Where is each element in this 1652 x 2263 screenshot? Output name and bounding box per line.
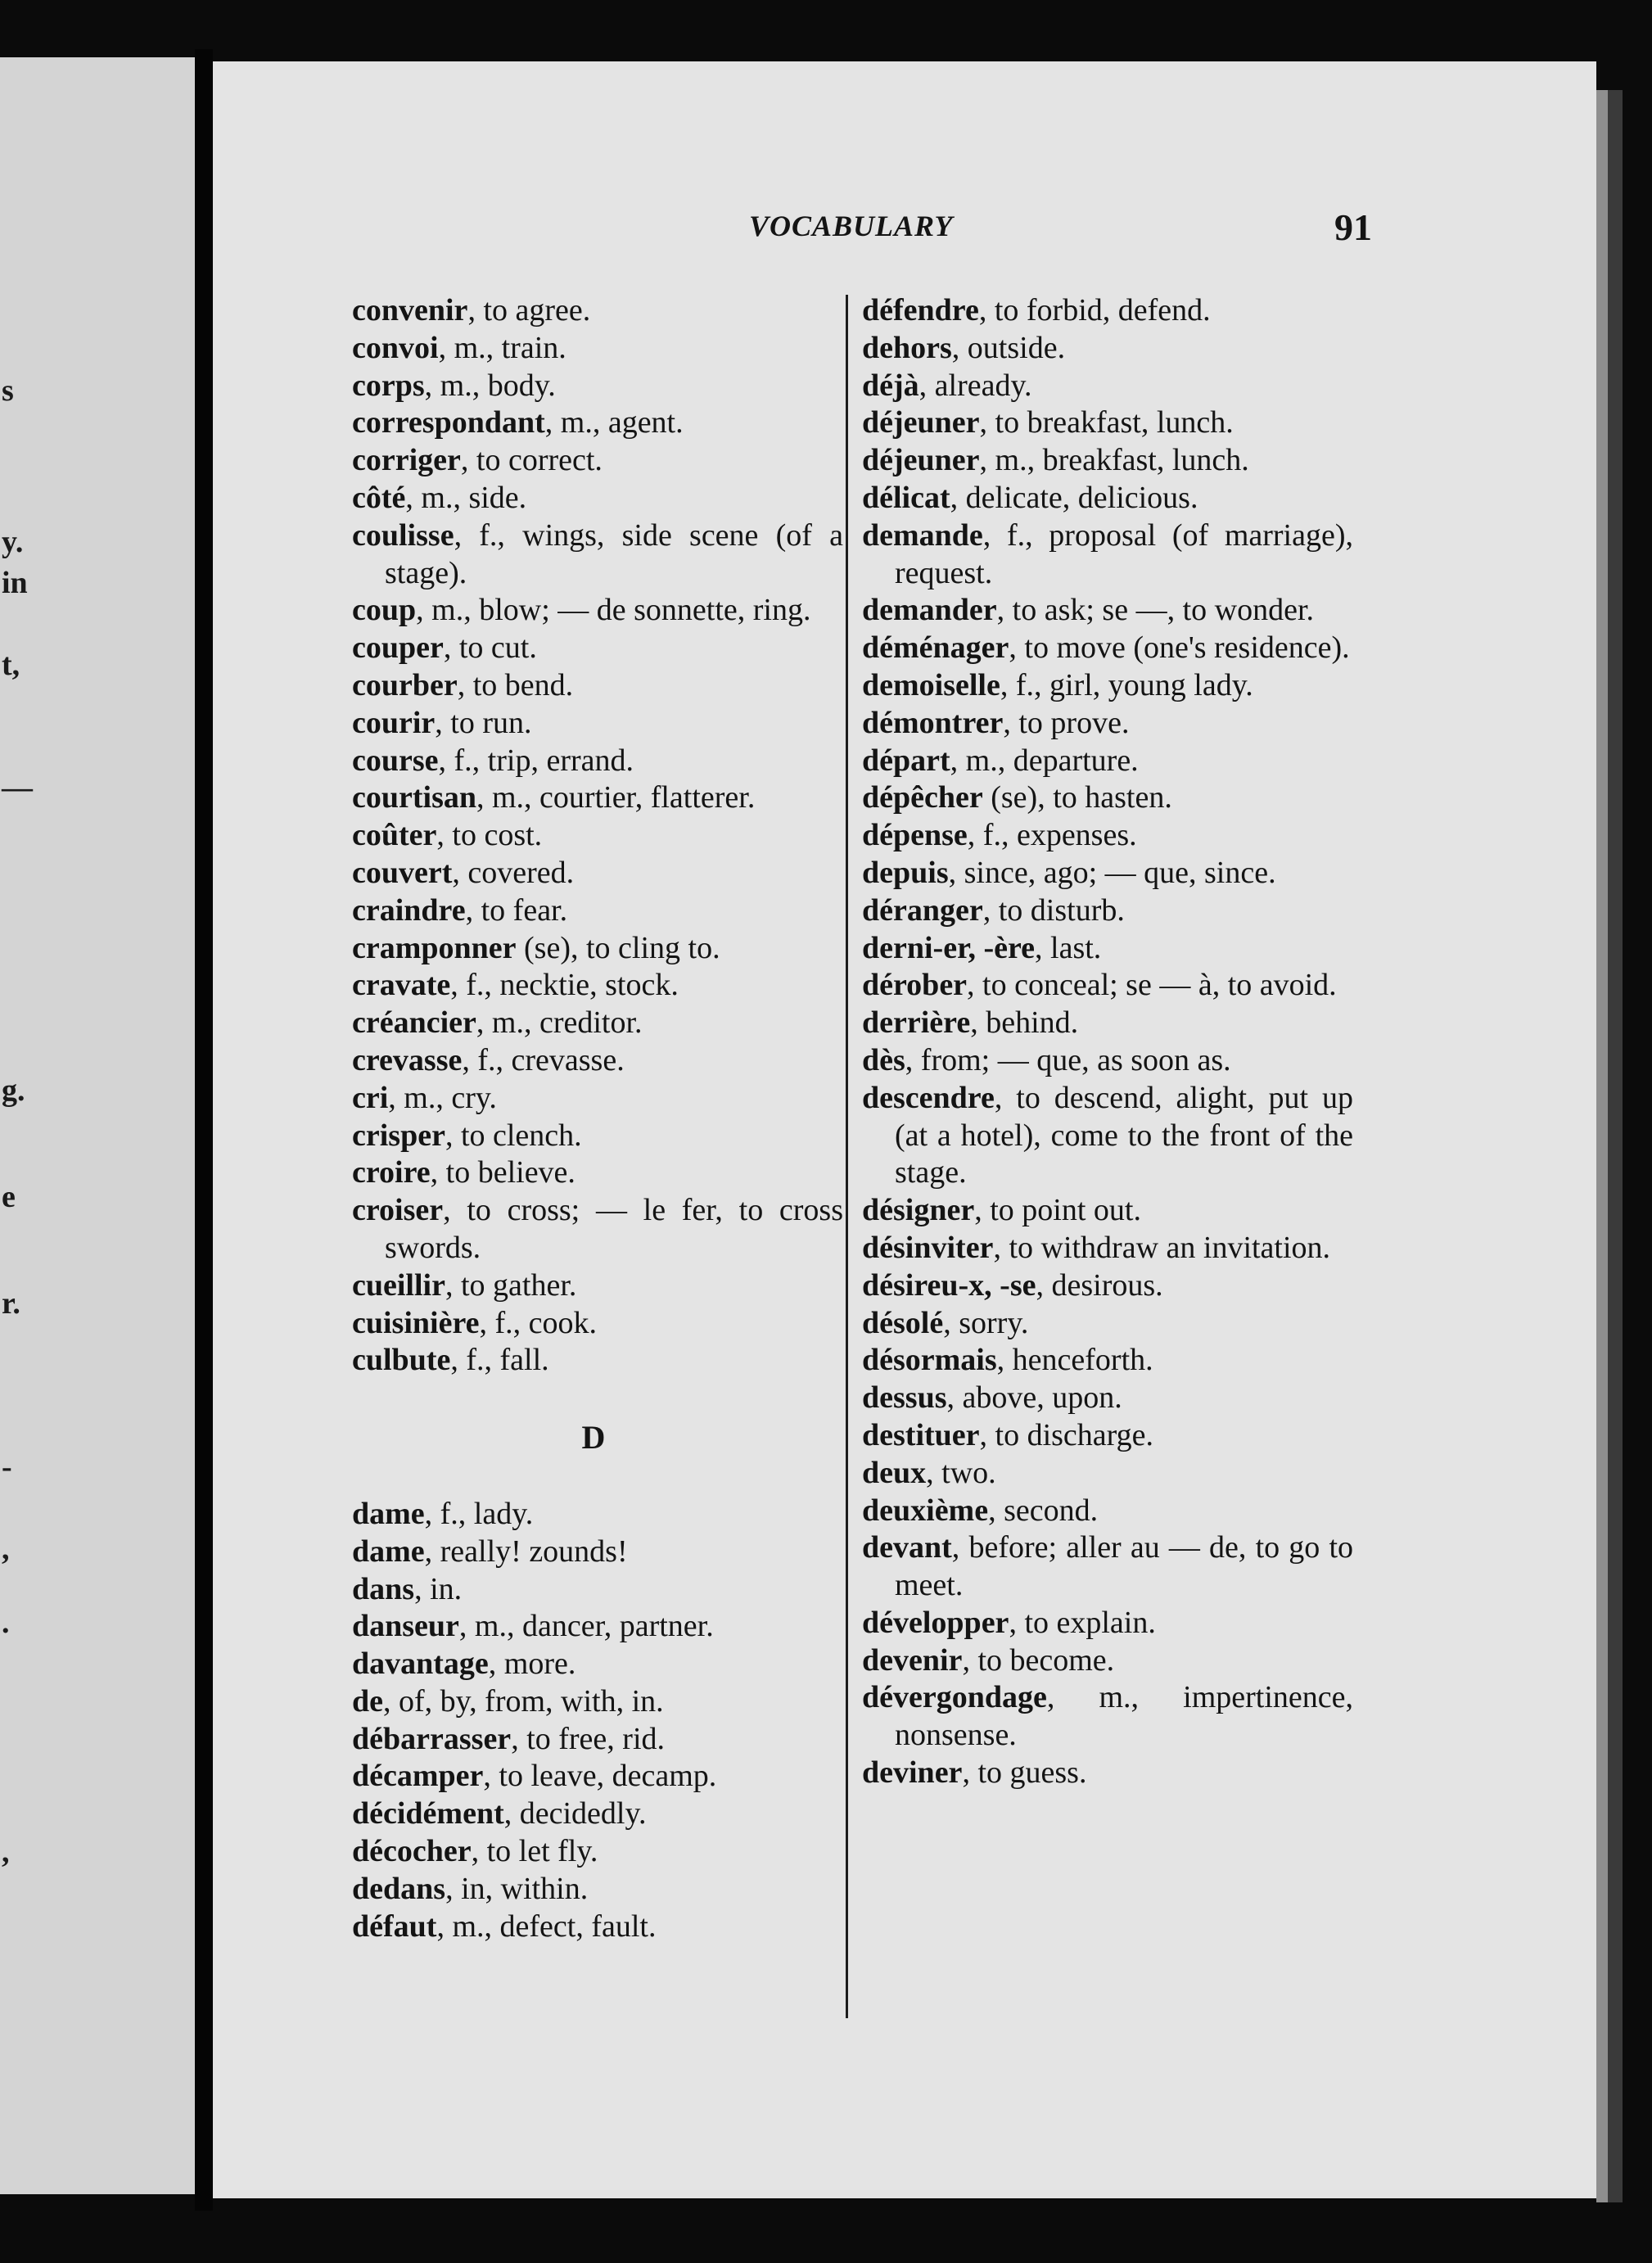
entry-headword: dévergondage bbox=[862, 1680, 1047, 1715]
entry-definition: , in, within. bbox=[445, 1871, 589, 1906]
vocabulary-entry bbox=[352, 1908, 843, 1946]
entry-definition: , since, ago; — que, since. bbox=[948, 855, 1276, 890]
page-edge-shadow bbox=[1608, 90, 1623, 2202]
vocabulary-entry bbox=[862, 1455, 1353, 1493]
vocabulary-entry bbox=[862, 1493, 1353, 1530]
left-page-fragment bbox=[0, 57, 195, 2194]
entry-definition: , m., breakfast, lunch. bbox=[979, 443, 1249, 478]
running-head: VOCABULARY bbox=[749, 210, 954, 242]
entry-headword: désireu-x, -se bbox=[862, 1267, 1036, 1303]
entry-definition: , m., dancer, partner. bbox=[458, 1609, 714, 1644]
section-letter-heading: D bbox=[581, 1419, 606, 1457]
entry-definition: , to believe. bbox=[430, 1155, 575, 1190]
vocabulary-entry bbox=[352, 1342, 843, 1380]
entry-headword: dehors bbox=[862, 330, 952, 365]
entry-definition: , two. bbox=[926, 1455, 996, 1490]
entry-headword: décamper bbox=[352, 1759, 484, 1794]
vocabulary-entry bbox=[352, 743, 843, 780]
vocabulary-entry bbox=[352, 1833, 843, 1871]
vocabulary-entry bbox=[862, 1342, 1353, 1380]
vocabulary-entry bbox=[352, 817, 843, 855]
entry-definition: , desirous. bbox=[1036, 1267, 1163, 1303]
entry-headword: décocher bbox=[352, 1834, 472, 1869]
entry-headword: correspondant bbox=[352, 405, 545, 440]
entry-headword: déranger bbox=[862, 892, 983, 928]
entry-definition: (se), to hasten. bbox=[982, 780, 1172, 815]
entry-definition: , f., girl, young lady. bbox=[1000, 667, 1253, 702]
entry-headword: depuis bbox=[862, 855, 949, 890]
entry-headword: déjà bbox=[862, 368, 919, 403]
entry-headword: devant bbox=[862, 1530, 952, 1565]
vocabulary-entry bbox=[352, 667, 843, 705]
entry-definition: , m., courtier, flatterer. bbox=[476, 780, 756, 815]
entry-headword: délicat bbox=[862, 480, 950, 515]
entry-definition: , f., lady. bbox=[424, 1496, 534, 1531]
entry-headword: dès bbox=[862, 1042, 905, 1077]
entry-headword: déjeuner bbox=[862, 405, 980, 440]
vocabulary-entry bbox=[862, 779, 1353, 817]
left-page-text-fragment: g. bbox=[2, 1073, 25, 1108]
vocabulary-entry bbox=[862, 1417, 1353, 1455]
vocabulary-entry bbox=[352, 480, 843, 517]
entry-definition: , to agree. bbox=[467, 293, 591, 327]
entry-definition: , to become. bbox=[962, 1642, 1115, 1678]
entry-headword: cuisinière bbox=[352, 1305, 480, 1340]
vocabulary-entry bbox=[862, 368, 1353, 405]
left-page-text-fragment: r. bbox=[2, 1286, 20, 1321]
entry-definition: , to ask; se —, to wonder. bbox=[996, 593, 1315, 628]
vocabulary-entry bbox=[862, 1080, 1353, 1192]
entry-definition: , to fear. bbox=[465, 892, 568, 928]
entry-headword: défaut bbox=[352, 1908, 437, 1944]
vocabulary-entry bbox=[352, 1608, 843, 1646]
entry-headword: culbute bbox=[352, 1343, 451, 1378]
vocabulary-entry bbox=[352, 1154, 843, 1192]
vocabulary-entry bbox=[352, 1534, 843, 1571]
vocabulary-entry bbox=[862, 1380, 1353, 1417]
entry-definition: , f., wings, side scene (of a stage). bbox=[385, 517, 843, 590]
entry-definition: , m., agent. bbox=[544, 405, 684, 440]
entry-headword: descendre bbox=[862, 1080, 995, 1115]
vocabulary-entry bbox=[352, 930, 843, 968]
entries-c bbox=[352, 292, 843, 1380]
entry-headword: déjeuner bbox=[862, 443, 980, 478]
vocabulary-entry bbox=[352, 442, 843, 480]
left-column bbox=[352, 292, 843, 1945]
vocabulary-entry bbox=[352, 1080, 843, 1118]
vocabulary-entry bbox=[862, 1005, 1353, 1042]
entry-definition: , to forbid, defend. bbox=[978, 293, 1211, 327]
entry-definition: , to bend. bbox=[457, 667, 574, 702]
entry-definition: , to free, rid. bbox=[511, 1721, 665, 1756]
vocabulary-entry bbox=[862, 1529, 1353, 1605]
entry-headword: dérober bbox=[862, 968, 968, 1003]
vocabulary-entry bbox=[862, 967, 1353, 1005]
left-page-text-fragment: , bbox=[2, 1835, 10, 1869]
vocabulary-entry bbox=[352, 967, 843, 1005]
entries-d bbox=[352, 1496, 843, 1946]
vocabulary-entry bbox=[862, 1605, 1353, 1642]
entry-headword: danseur bbox=[352, 1609, 459, 1644]
entry-definition: , to clench. bbox=[445, 1118, 582, 1153]
entry-definition: , to correct. bbox=[460, 443, 603, 478]
entry-definition: , before; aller au — de, to go to meet. bbox=[895, 1530, 1353, 1603]
entry-definition: , outside. bbox=[951, 330, 1066, 365]
entry-headword: côté bbox=[352, 480, 406, 515]
entry-headword: davantage bbox=[352, 1646, 489, 1682]
entry-headword: cravate bbox=[352, 968, 451, 1003]
entry-definition: , really! zounds! bbox=[424, 1534, 628, 1569]
entry-definition: , f., fall. bbox=[450, 1343, 549, 1378]
entry-definition: , behind. bbox=[970, 1005, 1079, 1041]
entry-headword: deux bbox=[862, 1455, 927, 1490]
entry-headword: devenir bbox=[862, 1642, 963, 1678]
vocabulary-entry bbox=[862, 892, 1353, 930]
entry-definition: , m., cry. bbox=[388, 1080, 497, 1115]
entry-headword: de bbox=[352, 1683, 383, 1719]
vocabulary-entry bbox=[352, 404, 843, 442]
entry-headword: convoi bbox=[352, 330, 439, 365]
entry-definition: , f., proposal (of marriage), request. bbox=[895, 517, 1353, 590]
entry-headword: convenir bbox=[352, 293, 468, 327]
vocabulary-entry bbox=[352, 292, 843, 330]
right-column bbox=[862, 292, 1353, 1792]
entry-definition: , m., side. bbox=[405, 480, 527, 515]
entry-headword: corriger bbox=[352, 443, 461, 478]
entry-headword: deviner bbox=[862, 1755, 963, 1791]
vocabulary-entry bbox=[862, 1679, 1353, 1755]
vocabulary-entry bbox=[862, 930, 1353, 968]
entry-definition: , m., body. bbox=[424, 368, 556, 403]
left-page-text-fragment: s bbox=[2, 373, 14, 408]
vocabulary-entry bbox=[352, 1496, 843, 1534]
left-page-text-fragment: — bbox=[2, 770, 33, 805]
entry-headword: deuxième bbox=[862, 1493, 989, 1528]
entry-headword: croiser bbox=[352, 1193, 444, 1228]
vocabulary-entry bbox=[352, 892, 843, 930]
vocabulary-entry bbox=[862, 1042, 1353, 1080]
vocabulary-entry bbox=[352, 368, 843, 405]
entry-definition: , to let fly. bbox=[471, 1834, 598, 1869]
entry-definition: , to guess. bbox=[962, 1755, 1087, 1791]
entry-definition: , sorry. bbox=[943, 1305, 1029, 1340]
vocabulary-entry bbox=[862, 1192, 1353, 1230]
entry-headword: crevasse bbox=[352, 1042, 463, 1077]
entry-definition: , f., necktie, stock. bbox=[450, 968, 679, 1003]
entry-definition: , to discharge. bbox=[979, 1417, 1154, 1452]
left-page-text-fragment: t, bbox=[2, 648, 20, 682]
vocabulary-entry bbox=[862, 1642, 1353, 1680]
page bbox=[213, 61, 1596, 2198]
vocabulary-entry bbox=[862, 442, 1353, 480]
entry-headword: désolé bbox=[862, 1305, 944, 1340]
vocabulary-entry bbox=[352, 855, 843, 892]
entry-headword: derrière bbox=[862, 1005, 971, 1041]
entry-headword: derni-er, -ère bbox=[862, 930, 1036, 965]
entry-headword: désigner bbox=[862, 1193, 975, 1228]
entry-definition: , to prove. bbox=[1003, 705, 1130, 740]
entry-definition: , to cut. bbox=[443, 630, 537, 666]
entry-headword: courir bbox=[352, 705, 436, 740]
vocabulary-entry bbox=[862, 743, 1353, 780]
vocabulary-entry bbox=[862, 705, 1353, 743]
entry-definition: , henceforth. bbox=[996, 1343, 1153, 1378]
vocabulary-entry bbox=[352, 1721, 843, 1759]
entry-headword: dame bbox=[352, 1534, 425, 1569]
vocabulary-entry bbox=[862, 592, 1353, 630]
vocabulary-entry bbox=[352, 1646, 843, 1683]
entry-headword: dans bbox=[352, 1571, 415, 1606]
entry-definition: , to breakfast, lunch. bbox=[979, 405, 1234, 440]
entry-definition: , from; — que, as soon as. bbox=[905, 1042, 1231, 1077]
entry-headword: courtisan bbox=[352, 780, 476, 815]
entry-definition: , to disturb. bbox=[982, 892, 1125, 928]
entry-headword: courber bbox=[352, 667, 458, 702]
entry-headword: couvert bbox=[352, 855, 453, 890]
vocabulary-entry bbox=[352, 592, 843, 630]
page-edge bbox=[1596, 90, 1608, 2202]
entry-headword: départ bbox=[862, 743, 950, 778]
entry-headword: demande bbox=[862, 517, 983, 553]
vocabulary-entry bbox=[862, 1230, 1353, 1267]
vocabulary-entry bbox=[352, 1267, 843, 1305]
entry-headword: développer bbox=[862, 1605, 1009, 1640]
entry-definition: , f., cook. bbox=[479, 1305, 598, 1340]
entry-definition: , to explain. bbox=[1009, 1605, 1156, 1640]
entry-definition: , f., expenses. bbox=[967, 818, 1137, 853]
entry-headword: dépêcher bbox=[862, 780, 983, 815]
entry-headword: dedans bbox=[352, 1871, 446, 1906]
vocabulary-entry bbox=[352, 1042, 843, 1080]
vocabulary-entry bbox=[862, 480, 1353, 517]
entry-definition: , decidedly. bbox=[503, 1796, 647, 1832]
vocabulary-entry bbox=[862, 1267, 1353, 1305]
entry-headword: demander bbox=[862, 593, 997, 628]
entry-definition: , to gather. bbox=[445, 1267, 577, 1303]
entry-headword: désinviter bbox=[862, 1230, 994, 1265]
vocabulary-entry bbox=[862, 404, 1353, 442]
entry-headword: déménager bbox=[862, 630, 1009, 666]
vocabulary-entry bbox=[352, 1192, 843, 1267]
entry-definition: , m., defect, fault. bbox=[436, 1908, 657, 1944]
vocabulary-entry bbox=[352, 517, 843, 593]
left-page-text-fragment: y. bbox=[2, 525, 24, 559]
entry-definition: , f., trip, errand. bbox=[438, 743, 634, 778]
entry-headword: course bbox=[352, 743, 439, 778]
vocabulary-entry bbox=[862, 1755, 1353, 1792]
entry-headword: désormais bbox=[862, 1343, 997, 1378]
entry-headword: destituer bbox=[862, 1417, 980, 1452]
vocabulary-entry bbox=[352, 1305, 843, 1343]
entry-headword: dessus bbox=[862, 1380, 947, 1416]
entry-definition: , to point out. bbox=[974, 1193, 1141, 1228]
vocabulary-entry bbox=[352, 330, 843, 368]
entry-definition: , to cost. bbox=[436, 818, 543, 853]
entry-definition: , m., departure. bbox=[950, 743, 1139, 778]
column-rule bbox=[846, 295, 848, 2018]
entry-definition: , to cross; — le fer, to cross swords. bbox=[385, 1193, 843, 1265]
entry-headword: craindre bbox=[352, 892, 466, 928]
entry-definition: , more. bbox=[488, 1646, 576, 1682]
left-page-text-fragment: - bbox=[2, 1450, 12, 1484]
entry-headword: démontrer bbox=[862, 705, 1004, 740]
entry-definition: (se), to cling to. bbox=[516, 930, 720, 965]
entry-headword: décidément bbox=[352, 1796, 504, 1832]
entry-headword: cri bbox=[352, 1080, 389, 1115]
left-page-text-fragment: , bbox=[2, 1532, 10, 1566]
entry-definition: , delicate, delicious. bbox=[950, 480, 1198, 515]
entry-definition: , second. bbox=[988, 1493, 1099, 1528]
entry-headword: défendre bbox=[862, 293, 979, 327]
vocabulary-entry bbox=[352, 1118, 843, 1155]
vocabulary-entry bbox=[862, 1305, 1353, 1343]
entry-definition: , to leave, decamp. bbox=[483, 1759, 717, 1794]
entry-headword: coup bbox=[352, 593, 417, 628]
entry-headword: coûter bbox=[352, 818, 437, 853]
entry-definition: , to conceal; se — à, to avoid. bbox=[967, 968, 1337, 1003]
entry-definition: , to withdraw an invitation. bbox=[993, 1230, 1331, 1265]
book-spine bbox=[195, 49, 213, 2211]
entry-definition: , in. bbox=[414, 1571, 463, 1606]
vocabulary-entry bbox=[862, 855, 1353, 892]
entry-headword: cramponner bbox=[352, 930, 517, 965]
entry-definition: , m., blow; — de sonnette, ring. bbox=[416, 593, 811, 628]
entry-headword: dame bbox=[352, 1496, 425, 1531]
entry-definition: , above, upon. bbox=[946, 1380, 1122, 1416]
entry-definition: , m., train. bbox=[438, 330, 566, 365]
entry-headword: demoiselle bbox=[862, 667, 1000, 702]
entry-headword: coulisse bbox=[352, 517, 454, 553]
vocabulary-entry bbox=[352, 1005, 843, 1042]
left-page-text-fragment: e bbox=[2, 1180, 16, 1214]
entry-headword: dépense bbox=[862, 818, 968, 853]
vocabulary-entry bbox=[352, 1795, 843, 1833]
vocabulary-entry bbox=[352, 1683, 843, 1721]
entry-definition: , already. bbox=[919, 368, 1032, 403]
entry-definition: , last. bbox=[1035, 930, 1102, 965]
entry-definition: , f., crevasse. bbox=[462, 1042, 625, 1077]
vocabulary-entry bbox=[352, 1871, 843, 1908]
entry-definition: , to run. bbox=[435, 705, 532, 740]
entry-definition: , of, by, from, with, in. bbox=[383, 1683, 664, 1719]
entry-headword: croire bbox=[352, 1155, 431, 1190]
entry-definition: , m., creditor. bbox=[476, 1005, 643, 1041]
entry-headword: couper bbox=[352, 630, 444, 666]
entry-headword: débarrasser bbox=[352, 1721, 512, 1756]
entry-headword: corps bbox=[352, 368, 425, 403]
entries-d-continued bbox=[862, 292, 1353, 1792]
left-page-text-fragment: in bbox=[2, 566, 28, 600]
entry-headword: cueillir bbox=[352, 1267, 445, 1303]
entry-definition: , to descend, alight, put up (at a hotel), come to the front of the stage. bbox=[895, 1080, 1353, 1190]
vocabulary-entry bbox=[862, 330, 1353, 368]
entry-headword: créancier bbox=[352, 1005, 476, 1041]
vocabulary-entry bbox=[862, 630, 1353, 667]
vocabulary-entry bbox=[862, 817, 1353, 855]
entry-definition: , to move (one's residence). bbox=[1009, 630, 1350, 666]
vocabulary-entry bbox=[352, 1571, 843, 1609]
vocabulary-entry bbox=[862, 667, 1353, 705]
vocabulary-entry bbox=[862, 517, 1353, 593]
vocabulary-entry bbox=[352, 779, 843, 817]
vocabulary-entry bbox=[352, 705, 843, 743]
vocabulary-entry bbox=[352, 630, 843, 667]
page-number: 91 bbox=[1334, 206, 1372, 248]
left-page-text-fragment: . bbox=[2, 1606, 10, 1640]
vocabulary-entry bbox=[862, 292, 1353, 330]
vocabulary-entry bbox=[352, 1758, 843, 1795]
entry-definition: , covered. bbox=[452, 855, 575, 890]
entry-definition: , m., impertinence, nonsense. bbox=[895, 1680, 1353, 1753]
entry-headword: crisper bbox=[352, 1118, 445, 1153]
